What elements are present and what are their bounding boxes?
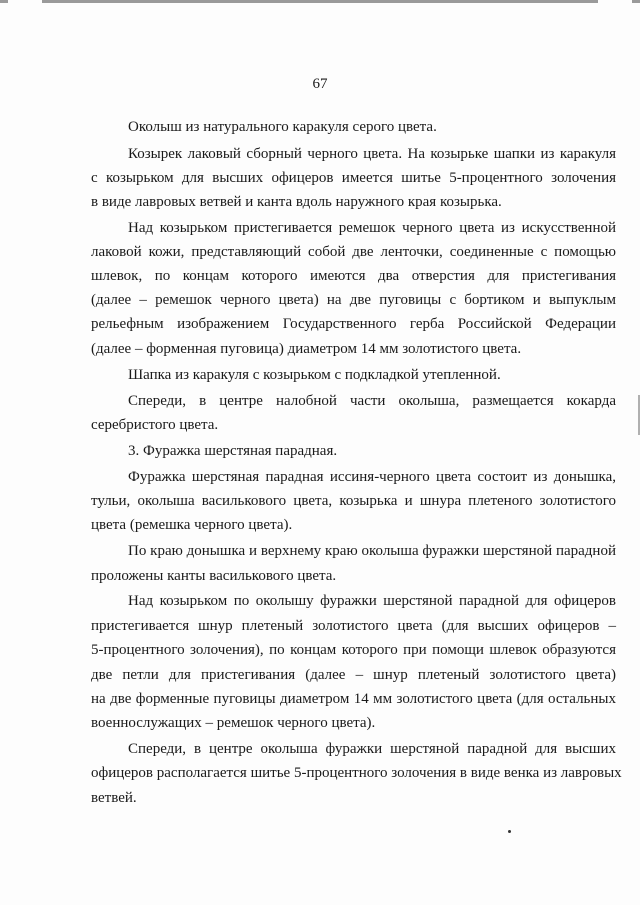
text-line: 5-процентного золочения), по концам которого при помощи шлевок образуются bbox=[91, 642, 616, 658]
top-edge-gap bbox=[8, 0, 42, 3]
text-line: военнослужащих – ремешок черного цвета). bbox=[91, 715, 376, 731]
text-line: пристегивается шнур плетеный золотистого цвета (для высших офицеров – bbox=[91, 618, 616, 634]
section-heading: 3. Фуражка шерстяная парадная. bbox=[128, 443, 338, 459]
scan-speck bbox=[508, 830, 511, 833]
text-line: лаковой кожи, представляющий собой две ленточки, соединенные с помощью bbox=[91, 244, 616, 260]
text-line: офицеров располагается шитье 5-процентного золочения в виде венка из лавровых bbox=[91, 765, 622, 781]
text-line: рельефным изображением Государственного герба Российской Федерации bbox=[91, 316, 616, 332]
text-line: Фуражка шерстяная парадная иссиня-черного цвета состоит из донышка, bbox=[128, 469, 616, 485]
top-page-edge bbox=[0, 0, 640, 3]
text-line: Над козырьком по околышу фуражки шерстяной парадной для офицеров bbox=[128, 593, 616, 609]
text-line: с козырьком для высших офицеров имеется шитье 5-процентного золочения bbox=[91, 170, 616, 186]
text-line: шлевок, по концам которого имеются два отверстия для пристегивания bbox=[91, 268, 616, 284]
text-line: Над козырьком пристегивается ремешок черного цвета из искусственной bbox=[128, 220, 616, 236]
top-edge-gap bbox=[598, 0, 632, 3]
text-line: Шапка из каракуля с козырьком с подкладкой утепленной. bbox=[128, 367, 501, 383]
text-line: Козырек лаковый сборный черного цвета. На козырьке шапки из каракуля bbox=[128, 146, 616, 162]
text-line: тульи, околыша василькового цвета, козырька и шнура плетеного золотистого bbox=[91, 493, 616, 509]
text-line: Околыш из натурального каракуля серого цвета. bbox=[128, 119, 437, 135]
text-line: на две форменные пуговицы диаметром 14 мм золотистого цвета (для остальных bbox=[91, 691, 616, 707]
text-line: две петли для пристегивания (далее – шнур плетеный золотистого цвета) bbox=[91, 667, 616, 683]
text-line: серебристого цвета. bbox=[91, 417, 219, 433]
text-line: проложены канты василькового цвета. bbox=[91, 568, 337, 584]
text-line: (далее – форменная пуговица) диаметром 14 мм золотистого цвета. bbox=[91, 341, 522, 357]
text-line: (далее – ремешок черного цвета) на две пуговицы с бортиком и выпуклым bbox=[91, 292, 616, 308]
text-line: цвета (ремешка черного цвета). bbox=[91, 517, 293, 533]
text-line: По краю донышка и верхнему краю околыша фуражки шерстяной парадной bbox=[128, 543, 616, 559]
text-line: Спереди, в центре налобной части околыша, размещается кокарда bbox=[128, 393, 616, 409]
text-line: Спереди, в центре околыша фуражки шерстяной парадной для высших bbox=[128, 741, 616, 757]
page-number: 67 bbox=[312, 76, 328, 92]
text-line: ветвей. bbox=[91, 790, 137, 806]
text-line: в виде лавровых ветвей и канта вдоль наружного края козырька. bbox=[91, 194, 502, 210]
